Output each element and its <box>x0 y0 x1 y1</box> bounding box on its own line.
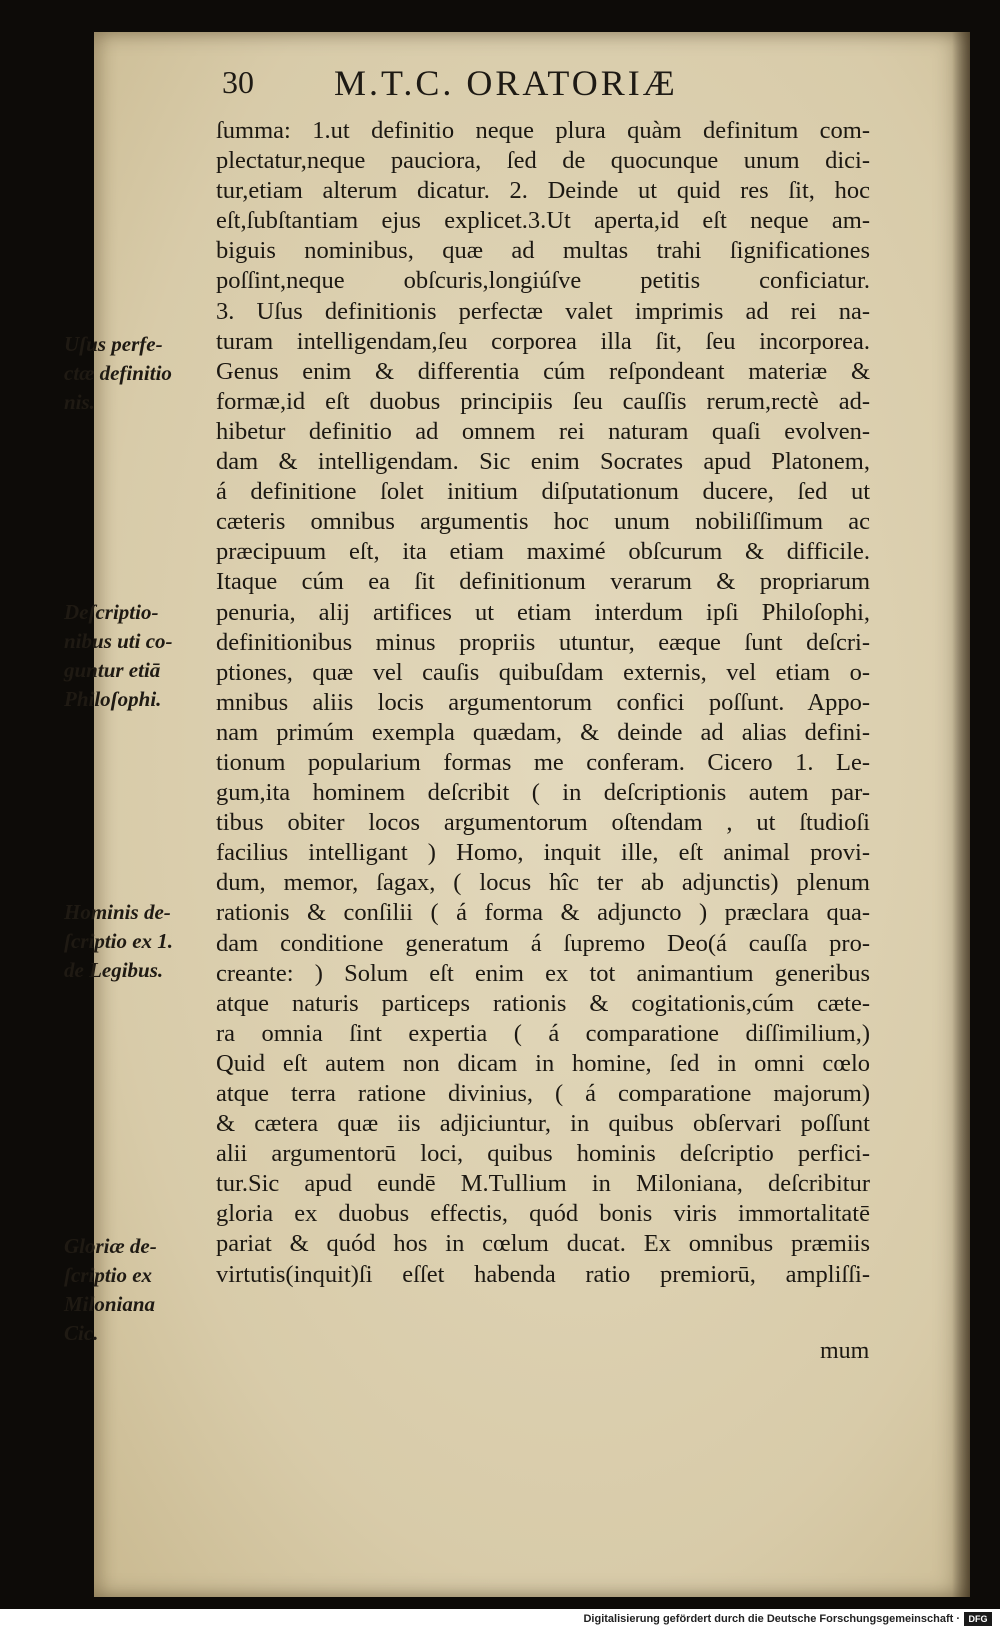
marginal-note-4 <box>64 1232 212 1348</box>
text-line: formæ,id eſt duobus principiis ſeu cauſſis rerum,rectè ad- <box>216 387 870 415</box>
text-line: biguis nominibus, quæ ad multas trahi ſignificationes <box>216 237 870 265</box>
text-line: á definitione ſolet initium diſputationum ducere, ſed ut <box>216 478 870 506</box>
text-line: mnibus aliis locis argumentorum confici poſſunt. Appo- <box>216 688 870 716</box>
text-line: dum, memor, ſagax, ( locus hîc ter ab adjunctis) plenum <box>216 869 870 897</box>
marginal-line: Hominis de- <box>64 900 171 924</box>
text-line: nam primúm exempla quædam, & deinde ad alias defini- <box>216 718 870 746</box>
text-line: præcipuum eſt, ita etiam maximé obſcurum & difficile. <box>216 538 870 566</box>
page-number: 30 <box>222 64 254 100</box>
text-line: & cætera quæ iis adjiciuntur, in quibus obſervari poſſunt <box>216 1110 870 1138</box>
text-line: turam intelligendam,ſeu corporea illa ſit, ſeu incorporea. <box>216 327 870 355</box>
main-text-block <box>216 116 870 1290</box>
marginal-line: ſcriptio ex <box>64 1263 153 1287</box>
text-line: facilius intelligant ) Homo, inquit ille, eſt animal provi- <box>216 839 870 867</box>
marginal-note-1 <box>64 330 212 417</box>
marginal-note-2 <box>64 598 212 714</box>
text-line: rationis & conſilii ( á forma & adjuncto ) præclara qua- <box>216 899 870 927</box>
marginal-line: Uſus perfe- <box>64 332 163 356</box>
digitization-credit: Digitalisierung gefördert durch die Deutsche Forschungsgemeinschaft · <box>583 1613 960 1625</box>
text-line: 3. Uſus definitionis perfectæ valet imprimis ad rei na- <box>216 297 870 325</box>
marginal-line: guntur etiā <box>64 658 161 682</box>
text-line: tibus obiter locos argumentorum oſtendam , ut ſtudioſi <box>216 809 870 837</box>
dfg-logo: DFG <box>964 1612 992 1626</box>
text-line: Genus enim & differentia cúm reſpondeant materiæ & <box>216 357 870 385</box>
text-line: ptiones, quæ vel cauſis quibuſdam externis, vel etiam o- <box>216 658 870 686</box>
marginal-note-3 <box>64 898 212 985</box>
catchword: mum <box>820 1338 870 1364</box>
marginal-line: ſcriptio ex 1. <box>64 929 174 953</box>
marginal-line: ctæ definitio <box>64 361 172 385</box>
text-line: alii argumentorū loci, quibus hominis deſcriptio perfici- <box>216 1140 870 1168</box>
page-gutter-shadow <box>952 32 970 1597</box>
text-line: eſt,ſubſtantiam ejus explicet.3.Ut aperta,id eſt neque am- <box>216 207 870 235</box>
text-line: tur.Sic apud eundē M.Tullium in Miloniana, deſcribitur <box>216 1170 870 1198</box>
marginal-line: Gloriæ de- <box>64 1234 157 1258</box>
text-line: Quid eſt autem non dicam in homine, ſed in omni cœlo <box>216 1049 870 1077</box>
text-line: tionum popularium formas me conferam. Cicero 1. Le- <box>216 748 870 776</box>
running-title: M.T.C. ORATORIÆ <box>334 63 678 103</box>
text-line: penuria, alij artifices ut etiam interdum ipſi Philoſophi, <box>216 598 870 626</box>
text-line: tur,etiam alterum dicatur. 2. Deinde ut quid res ſit, hoc <box>216 177 870 205</box>
text-line: cæteris omnibus argumentis hoc unum nobiliſſimum ac <box>216 508 870 536</box>
text-line: ſumma: 1.ut definitio neque plura quàm definitum com- <box>216 117 870 144</box>
text-line: definitionibus minus propriis utuntur, eæque ſunt deſcri- <box>216 628 870 656</box>
marginal-line: Cic. <box>64 1321 99 1345</box>
text-line: gum,ita hominem deſcribit ( in deſcriptionis autem par- <box>216 779 870 807</box>
marginal-line: Miloniana <box>64 1292 156 1316</box>
marginal-line: de Legibus. <box>64 958 164 982</box>
text-line: virtutis(inquit)ſi eſſet habenda ratio premiorū, ampliſſi- <box>216 1260 870 1288</box>
marginal-line: nibus uti co- <box>64 629 173 653</box>
text-line: hibetur definitio ad omnem rei naturam quaſi evolven- <box>216 417 870 445</box>
text-line: pariat & quód hos in cœlum ducat. Ex omnibus præmiis <box>216 1230 870 1258</box>
text-line: poſſint,neque obſcuris,longiúſve petitis conficiatur. <box>216 267 870 295</box>
text-line: Itaque cúm ea ſit definitionum verarum & propriarum <box>216 568 870 596</box>
text-line: dam conditione generatum á ſupremo Deo(á cauſſa pro- <box>216 929 870 957</box>
text-line: atque naturis particeps rationis & cogitationis,cúm cæte- <box>216 989 870 1017</box>
marginal-line: Philoſophi. <box>64 687 162 711</box>
text-line: gloria ex duobus effectis, quód bonis viris immortalitatē <box>216 1200 870 1228</box>
text-line: creante: ) Solum eſt enim ex tot animantium generibus <box>216 959 870 987</box>
page-header <box>222 60 862 110</box>
text-line: dam & intelligendam. Sic enim Socrates apud Platonem, <box>216 448 870 476</box>
marginal-line: Deſcriptio- <box>64 600 159 624</box>
text-line: ra omnia ſint expertia ( á comparatione diſſimilium,) <box>216 1019 870 1047</box>
marginal-line: nis. <box>64 390 95 414</box>
text-line: atque terra ratione divinius, ( á comparatione majorum) <box>216 1080 870 1107</box>
text-line: plectatur,neque pauciora, ſed de quocunque unum dici- <box>216 147 870 175</box>
